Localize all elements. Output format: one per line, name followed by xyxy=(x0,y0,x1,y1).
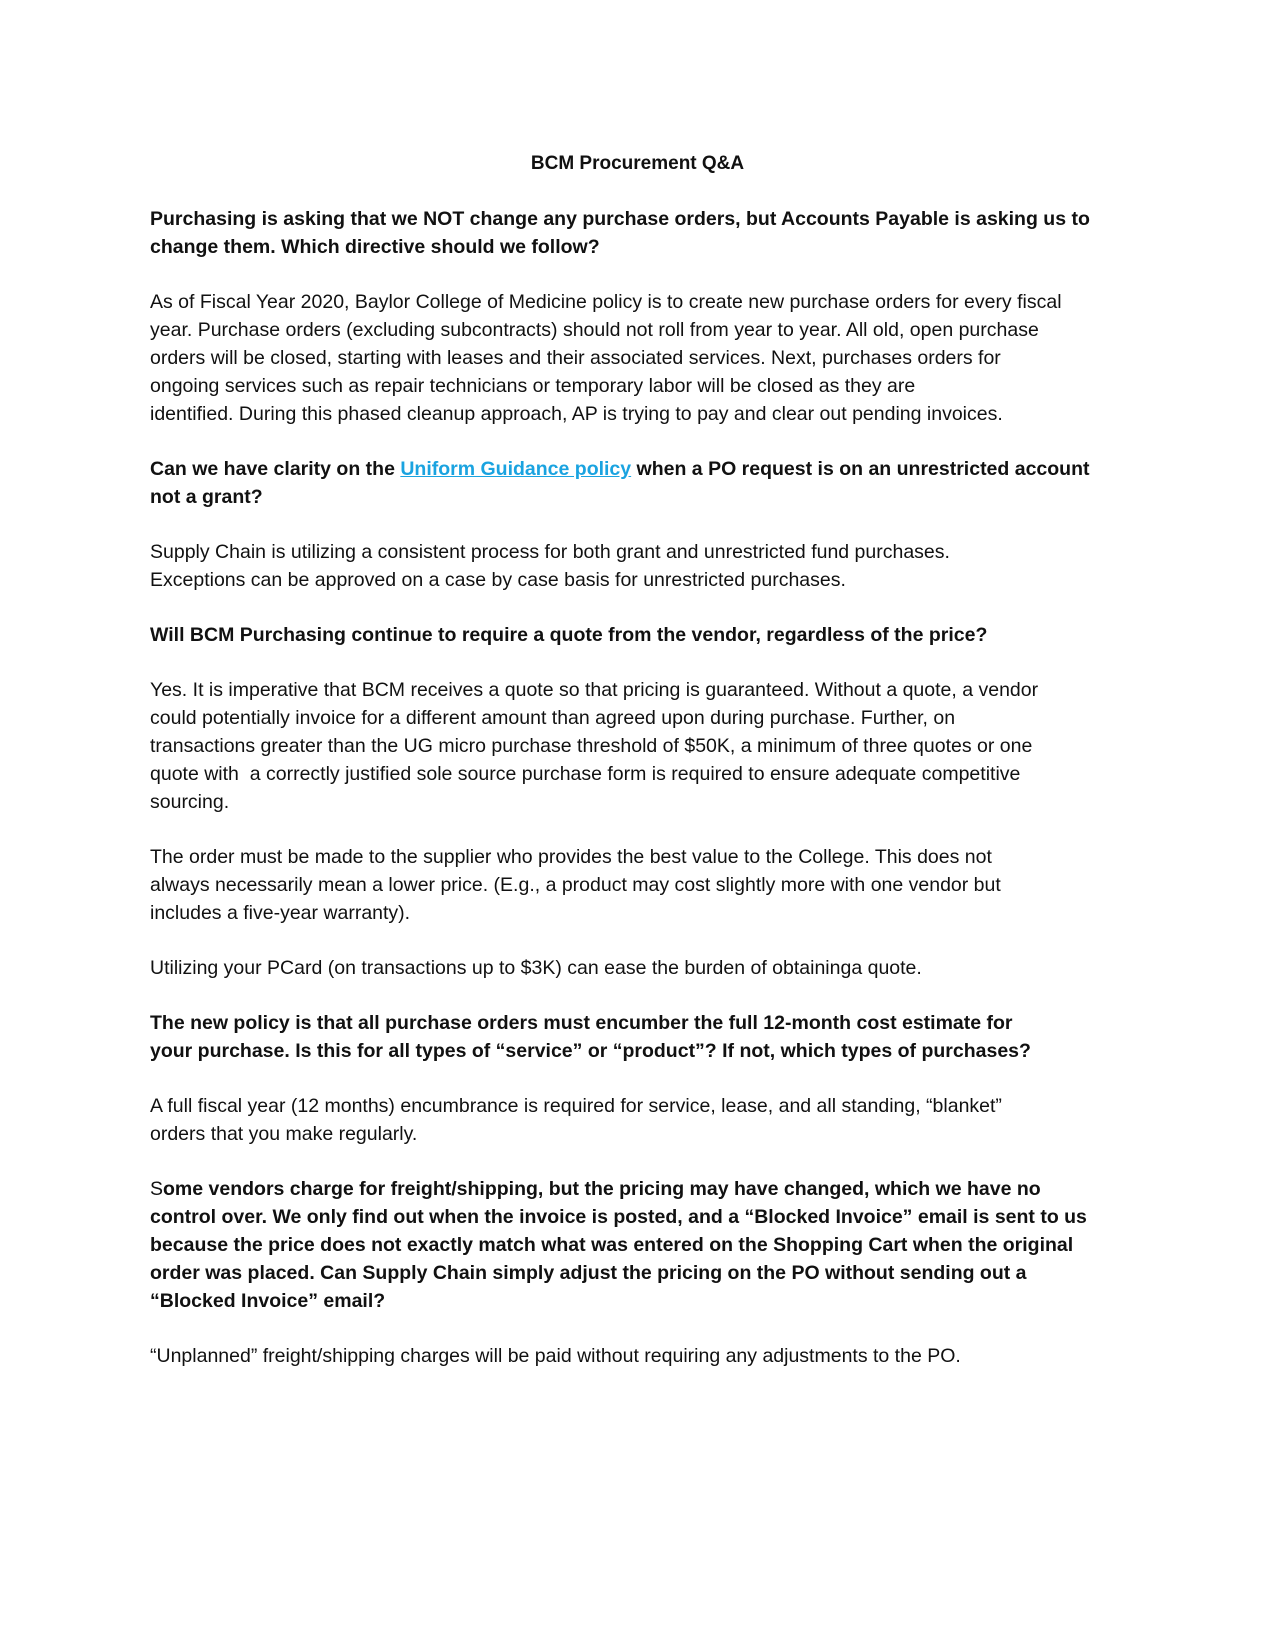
question-5-line-2: control over. We only find out when the invoice is posted, and a “Blocked Invoice” email is sent to us xyxy=(150,1206,1087,1228)
question-2-text-after: when a PO request is on an unrestricted account xyxy=(631,458,1090,480)
answer-3b-line-1: The order must be made to the supplier who provides the best value to the College. This does not xyxy=(150,846,992,868)
question-5 xyxy=(150,1175,1125,1315)
answer-2 xyxy=(150,538,1125,594)
question-3-line-1: Will BCM Purchasing continue to require a quote from the vendor, regardless of the price? xyxy=(150,624,988,646)
answer-3-line-4: quote with a correctly justified sole source purchase form is required to ensure adequate competitive xyxy=(150,763,1021,785)
answer-3-paragraph-3 xyxy=(150,954,1125,982)
answer-3-line-3: transactions greater than the UG micro purchase threshold of $50K, a minimum of three quotes or one xyxy=(150,735,1033,757)
question-2-line-2: not a grant? xyxy=(150,486,263,508)
question-3 xyxy=(150,621,1125,649)
answer-3-line-2: could potentially invoice for a different amount than agreed upon during purchase. Further, on xyxy=(150,707,956,729)
question-1 xyxy=(150,205,1125,261)
answer-4 xyxy=(150,1092,1125,1148)
question-5-line-5: “Blocked Invoice” email? xyxy=(150,1290,386,1312)
uniform-guidance-policy-link[interactable]: Uniform Guidance policy xyxy=(400,458,632,480)
answer-2-line-2: Exceptions can be approved on a case by case basis for unrestricted purchases. xyxy=(150,569,846,591)
answer-3 xyxy=(150,676,1125,816)
answer-1-line-5: identified. During this phased cleanup approach, AP is trying to pay and clear out pending invoices. xyxy=(150,403,1003,425)
answer-3-line-1: Yes. It is imperative that BCM receives a quote so that pricing is guaranteed. Without a quote, a vendor xyxy=(150,679,1039,701)
question-5-first-letter: S xyxy=(150,1178,164,1200)
answer-4-line-2: orders that you make regularly. xyxy=(150,1123,418,1145)
answer-4-line-1: A full fiscal year (12 months) encumbrance is required for service, lease, and all standing, “blanket” xyxy=(150,1095,1002,1117)
answer-1-line-3: orders will be closed, starting with leases and their associated services. Next, purchases orders for xyxy=(150,347,1001,369)
question-2-line-1 xyxy=(150,455,1125,483)
question-4-line-2: your purchase. Is this for all types of “service” or “product”? If not, which types of purchases? xyxy=(150,1040,1031,1062)
answer-1-line-1: As of Fiscal Year 2020, Baylor College of Medicine policy is to create new purchase orders for every fiscal xyxy=(150,291,1062,313)
answer-5 xyxy=(150,1342,1125,1370)
question-5-line-1 xyxy=(150,1175,1125,1203)
answer-3b-line-2: always necessarily mean a lower price. (E.g., a product may cost slightly more with one vendor but xyxy=(150,874,1001,896)
answer-3b-line-3: includes a five-year warranty). xyxy=(150,902,411,924)
answer-2-line-1: Supply Chain is utilizing a consistent process for both grant and unrestricted fund purchases. xyxy=(150,541,950,563)
question-4 xyxy=(150,1009,1125,1065)
question-4-line-1: The new policy is that all purchase orders must encumber the full 12-month cost estimate for xyxy=(150,1012,1013,1034)
answer-3c-line-1: Utilizing your PCard (on transactions up to $3K) can ease the burden of obtaininga quote. xyxy=(150,957,922,979)
question-5-line-4: order was placed. Can Supply Chain simply adjust the pricing on the PO without sending out a xyxy=(150,1262,1027,1284)
answer-1-line-2: year. Purchase orders (excluding subcontracts) should not roll from year to year. All old, open purchase xyxy=(150,319,1039,341)
answer-1-line-4: ongoing services such as repair technicians or temporary labor will be closed as they are xyxy=(150,375,916,397)
question-5-line-3: because the price does not exactly match what was entered on the Shopping Cart when the original xyxy=(150,1234,1074,1256)
question-1-line-2: change them. Which directive should we follow? xyxy=(150,236,600,258)
question-2 xyxy=(150,455,1125,511)
question-5-line-1-rest: ome vendors charge for freight/shipping, but the pricing may have changed, which we have no xyxy=(163,1178,1041,1200)
answer-3-paragraph-2 xyxy=(150,843,1125,927)
answer-3-line-5: sourcing. xyxy=(150,791,230,813)
document-title: BCM Procurement Q&A xyxy=(530,153,745,174)
answer-5-line-1: “Unplanned” freight/shipping charges will be paid without requiring any adjustments to the PO. xyxy=(150,1345,961,1367)
answer-1 xyxy=(150,288,1125,428)
question-1-line-1: Purchasing is asking that we NOT change any purchase orders, but Accounts Payable is asking us to xyxy=(150,208,1090,230)
question-2-text-before: Can we have clarity on the xyxy=(150,458,401,480)
